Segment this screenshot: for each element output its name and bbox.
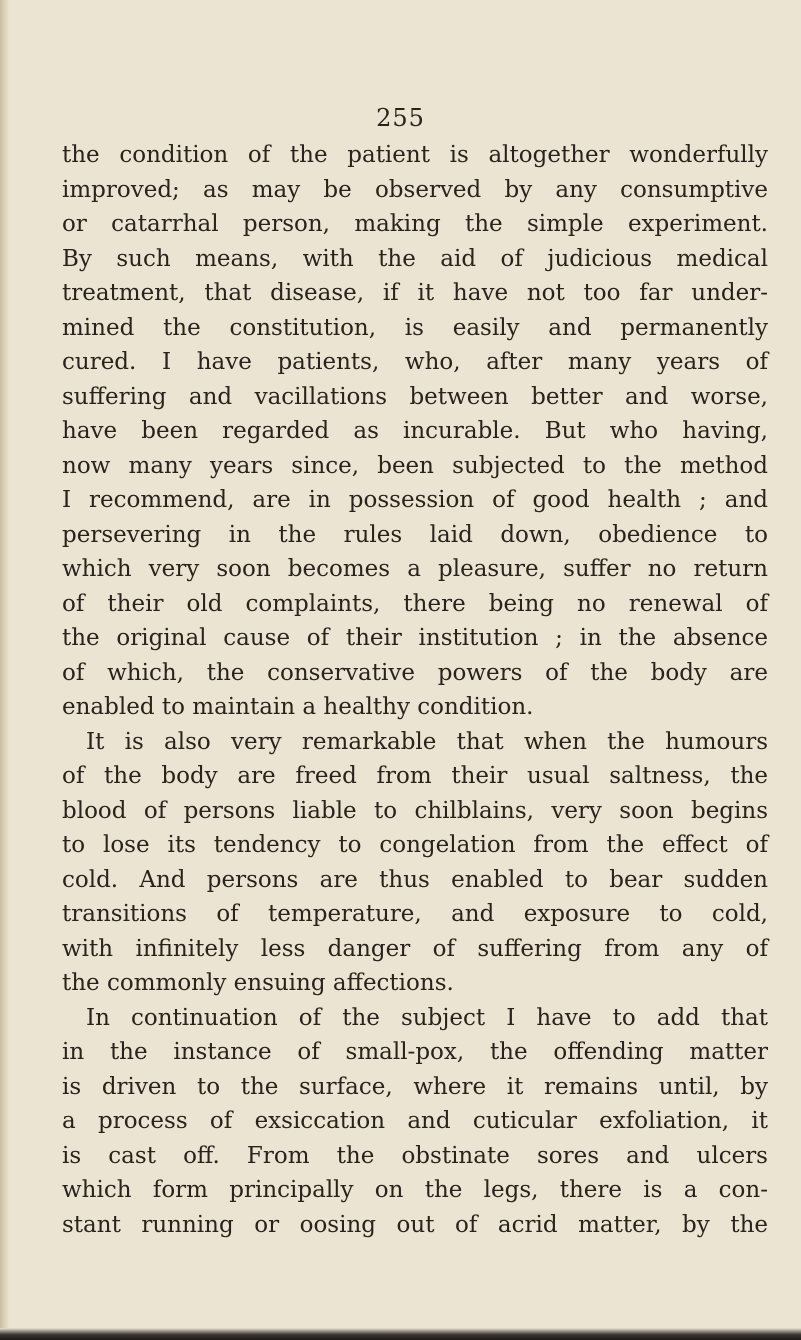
- text-line: which very soon becomes a pleasure, suffer no return: [62, 556, 768, 582]
- page-spine-edge: [0, 0, 9, 1340]
- text-line: transitions of temperature, and exposure to cold,: [62, 901, 768, 927]
- text-line: persevering in the rules laid down, obedience to: [62, 521, 768, 548]
- text-line: blood of persons liable to chilblains, very soon begins: [62, 797, 768, 824]
- text-line: of their old complaints, there being no renewal of: [62, 590, 768, 617]
- text-line: of the body are freed from their usual saltness, the: [62, 763, 768, 789]
- text-line: is driven to the surface, where it remains until, by: [62, 1073, 768, 1100]
- text-line: which form principally on the legs, there is a con-: [62, 1177, 768, 1203]
- text-line: in the instance of small-pox, the offending matter: [62, 1039, 768, 1065]
- text-line: improved; as may be observed by any consumptive: [62, 176, 768, 203]
- text-line: the condition of the patient is altogether wonderfully: [62, 142, 768, 168]
- body-text: [62, 138, 768, 1242]
- text-line: with infinitely less danger of suffering from any of: [62, 935, 768, 962]
- text-line: mined the constitution, is easily and permanently: [62, 314, 768, 341]
- text-line: is cast off. From the obstinate sores and ulcers: [62, 1142, 768, 1169]
- text-line: of which, the conservative powers of the body are: [62, 659, 768, 686]
- text-line: a process of exsiccation and cuticular exfoliation, it: [62, 1108, 768, 1134]
- text-line: stant running or oosing out of acrid matter, by the: [62, 1211, 768, 1238]
- text-line: the original cause of their institution ; in the absence: [62, 625, 768, 651]
- text-line: suffering and vacillations between better and worse,: [62, 383, 768, 410]
- page-number: 255: [376, 104, 425, 132]
- paragraph-end-line: enabled to maintain a healthy condition.: [62, 694, 534, 720]
- text-line: or catarrhal person, making the simple experiment.: [62, 211, 768, 237]
- text-line: treatment, that disease, if it have not too far under-: [62, 280, 768, 306]
- text-line: cold. And persons are thus enabled to bear sudden: [62, 866, 768, 893]
- paragraph-end-line: the commonly ensuing affections.: [62, 970, 454, 996]
- paragraph-start-line: It is also very remarkable that when the humours: [86, 728, 768, 755]
- text-line: cured. I have patients, who, after many years of: [62, 349, 768, 375]
- text-line: to lose its tendency to congelation from the effect of: [62, 832, 768, 858]
- paragraph-start-line: In continuation of the subject I have to add that: [86, 1004, 768, 1031]
- page-bottom-edge: [0, 1328, 801, 1340]
- text-line: have been regarded as incurable. But who having,: [62, 418, 768, 444]
- text-line: now many years since, been subjected to the method: [62, 452, 768, 479]
- text-line: I recommend, are in possession of good health ; and: [62, 487, 768, 513]
- text-line: By such means, with the aid of judicious medical: [62, 245, 768, 272]
